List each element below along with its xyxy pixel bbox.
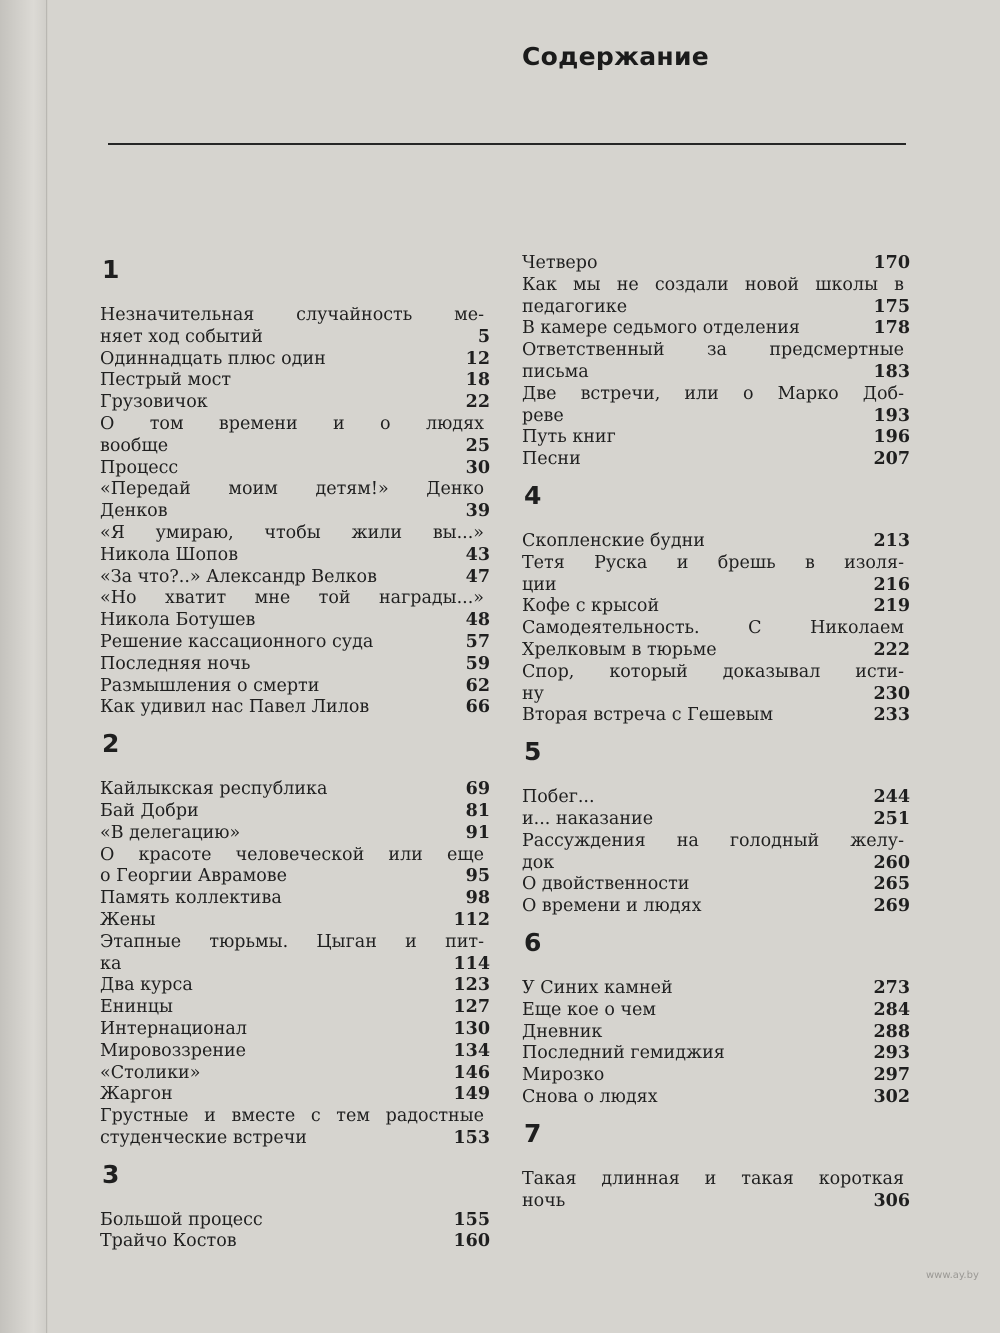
page-number: 114 [453,953,490,974]
section-number: 7 [524,1118,542,1148]
toc-entry [100,1231,490,1253]
entry-title: Такая длинная и такая короткая [522,1168,904,1189]
page-number: 260 [873,852,910,873]
toc-entry [522,318,910,340]
page-number: 149 [453,1084,490,1105]
entry-title: О двойственности [522,874,690,895]
toc-entry [100,654,490,676]
entry-title: Кайлыкская республика [100,779,328,800]
page-number: 222 [873,639,910,660]
page-number: 244 [873,787,910,808]
toc-entry [522,340,910,384]
toc-entry [100,1084,490,1106]
entry-title: Рассуждения на голодный желу- [522,830,904,851]
toc-entry [100,697,490,719]
toc-entry [100,458,490,480]
entry-title: У Синих камней [522,977,673,998]
entry-title: Большой процесс [100,1209,263,1230]
toc-entry [522,531,910,553]
toc-entry [100,632,490,654]
toc-entry [522,618,910,662]
entry-title: Четверо [522,253,598,273]
section-number: 6 [524,927,542,957]
entry-title: Ответственный за предсмертные [522,340,904,361]
toc-entry [100,801,490,823]
toc-entry [522,384,910,428]
entry-title: Как удивил нас Павел Лилов [100,697,370,718]
toc-entry [100,414,490,458]
entry-title: Интернационал [100,1018,247,1039]
page-number: 288 [873,1021,910,1042]
binding-line [46,0,47,1333]
watermark: www.ay.by [926,1270,979,1281]
page-number: 69 [465,779,490,800]
toc-entry [522,449,910,471]
toc-entry [522,1043,910,1065]
page-number: 302 [873,1086,910,1107]
entry-title: «Передай моим детям!» Денко [100,479,484,500]
toc-entry [100,349,490,371]
entry-title: Решение кассационного суда [100,631,374,652]
page-number: 5 [477,326,490,347]
page-number: 18 [465,370,490,391]
entry-title: ночь [522,1190,566,1211]
entry-title: Размышления о смерти [100,675,320,696]
toc-entry [100,305,490,349]
title-rule [108,143,906,145]
toc-entry [522,275,910,319]
toc-entry [100,932,490,976]
page-number: 98 [465,888,490,909]
toc-entry [522,1065,910,1087]
toc-entry [522,596,910,618]
entry-title: «Я умираю, чтобы жили вы...» [100,522,484,543]
entry-title: Никола Шопов [100,544,239,565]
toc-entry [100,997,490,1019]
page-number: 196 [873,427,910,448]
toc-entry [100,1106,490,1150]
entry-title: «За что?..» Александр Велков [100,566,377,587]
toc-entry [100,779,490,801]
entry-title: Денков [100,501,168,522]
entry-title: письма [522,361,589,382]
page-number: 265 [873,874,910,895]
page-number: 183 [873,361,910,382]
entry-title: Память коллектива [100,888,282,909]
entry-title: реве [522,405,564,426]
page-number: 219 [873,596,910,617]
entry-title: вообще [100,435,169,456]
entry-title: Снова о людях [522,1086,658,1107]
page-number: 251 [873,808,910,829]
toc-entry [522,662,910,706]
page-number: 293 [873,1043,910,1064]
page-number: 170 [873,253,910,273]
toc-left-column [100,255,490,1253]
section-number: 5 [524,737,542,767]
page-number: 155 [453,1209,490,1230]
entry-title: няет ход событий [100,326,263,347]
page-number: 160 [453,1231,490,1252]
page-number: 39 [465,501,490,522]
toc-entry [100,567,490,589]
page-number: 216 [873,574,910,595]
entry-title: Грузовичок [100,392,208,413]
entry-title: О том времени и о людях [100,413,484,434]
entry-title: Тетя Руска и брешь в изоля- [522,552,904,573]
page-number: 25 [465,435,490,456]
entry-title: Мировоззрение [100,1040,247,1061]
page-number: 306 [873,1190,910,1211]
page-number: 233 [873,705,910,726]
entry-title: студенческие встречи [100,1127,307,1148]
page-number: 153 [453,1127,490,1148]
page-number: 207 [873,449,910,470]
entry-title: Два курса [100,975,193,996]
page-number: 43 [465,544,490,565]
page-number: 47 [465,566,490,587]
toc-entry [522,1000,910,1022]
page-number: 12 [465,348,490,369]
entry-title: В камере седьмого отделения [522,318,800,339]
toc-entry [522,1087,910,1109]
toc-entry [100,392,490,414]
toc-entry [522,253,910,275]
entry-title: Грустные и вместе с тем радостные [100,1106,484,1127]
entry-title: Мирозко [522,1065,605,1086]
page-number: 127 [453,997,490,1018]
page-number: 59 [465,653,490,674]
page-number: 284 [873,999,910,1020]
toc-entry [522,896,910,918]
page-number: 57 [465,631,490,652]
entry-title: ции [522,574,557,595]
toc-entry [100,975,490,997]
page-number: 193 [873,405,910,426]
toc-entry [522,978,910,1000]
entry-title: педагогике [522,296,628,317]
page-number: 66 [465,697,490,718]
entry-title: Трайчо Костов [100,1231,237,1252]
page-number: 130 [453,1018,490,1039]
entry-title: Вторая встреча с Гешевым [522,705,774,726]
page-number: 112 [453,909,490,930]
toc-entry [522,705,910,727]
toc-entry [522,787,910,809]
entry-title: Бай Добри [100,800,199,821]
toc-entry [522,1169,910,1213]
toc-entry [100,845,490,889]
entry-title: Самодеятельность. С Николаем [522,618,904,639]
page-number: 134 [453,1040,490,1061]
page-number: 230 [873,683,910,704]
toc-entry [522,427,910,449]
page-number: 269 [873,896,910,917]
section-number: 3 [102,1159,120,1189]
entry-title: Процесс [100,457,179,478]
entry-title: Песни [522,449,581,470]
entry-title: Две встречи, или о Марко Доб- [522,383,904,404]
page-number: 213 [873,530,910,551]
section-number: 4 [524,480,542,510]
entry-title: Этапные тюрьмы. Цыган и пит- [100,931,484,952]
page-number: 297 [873,1065,910,1086]
entry-title: и... наказание [522,808,654,829]
toc-entry [100,676,490,698]
section-number: 2 [102,729,120,759]
page-number: 62 [465,675,490,696]
toc-entry [100,479,490,523]
entry-title: Жены [100,909,156,930]
entry-title: Последний гемиджия [522,1043,725,1064]
toc-entry [100,1019,490,1041]
toc-entry [100,888,490,910]
page-title: Содержание [522,42,710,71]
page-number: 30 [465,457,490,478]
page-number: 81 [465,800,490,821]
book-gutter [0,0,48,1333]
entry-title: Как мы не создали новой школы в [522,274,904,295]
entry-title: О красоте человеческой или еще [100,844,484,865]
page-number: 22 [465,392,490,413]
page-number: 91 [465,822,490,843]
page-number: 95 [465,866,490,887]
toc-entry [100,588,490,632]
toc-entry [522,874,910,896]
toc-entry [100,1063,490,1085]
entry-title: Пестрый мост [100,370,232,391]
page-number: 48 [465,610,490,631]
page-number: 273 [873,977,910,998]
entry-title: О времени и людях [522,896,702,917]
entry-title: о Георгии Аврамове [100,866,287,887]
entry-title: Еще кое о чем [522,999,656,1020]
entry-title: «В делегацию» [100,822,241,843]
entry-title: Никола Ботушев [100,610,256,631]
entry-title: Последняя ночь [100,653,251,674]
page-number: 146 [453,1062,490,1083]
toc-entry [100,910,490,932]
toc-entry [100,1210,490,1232]
page-number: 123 [453,975,490,996]
entry-title: Побег... [522,787,595,808]
entry-title: ка [100,953,122,974]
entry-title: Одиннадцать плюс один [100,348,326,369]
toc-entry [100,523,490,567]
entry-title: Енинцы [100,997,173,1018]
entry-title: Кофе с крысой [522,596,660,617]
toc-entry [522,809,910,831]
toc-entry [100,370,490,392]
toc-entry [100,1041,490,1063]
toc-entry [100,823,490,845]
toc-entry [522,1022,910,1044]
entry-title: Незначительная случайность ме- [100,305,484,325]
entry-title: Хрелковым в тюрьме [522,639,717,660]
section-number: 1 [102,255,120,284]
page-number: 178 [873,318,910,339]
toc-entry [522,553,910,597]
entry-title: Дневник [522,1021,603,1042]
toc-entry [522,831,910,875]
page-number: 175 [873,296,910,317]
entry-title: Скопленские будни [522,530,705,551]
entry-title: Жаргон [100,1084,173,1105]
entry-title: «Но хватит мне той награды...» [100,588,484,609]
entry-title: Путь книг [522,427,616,448]
entry-title: Спор, который доказывал исти- [522,661,904,682]
entry-title: ну [522,683,544,704]
toc-right-column [522,253,910,1212]
entry-title: «Столики» [100,1062,201,1083]
entry-title: док [522,852,555,873]
